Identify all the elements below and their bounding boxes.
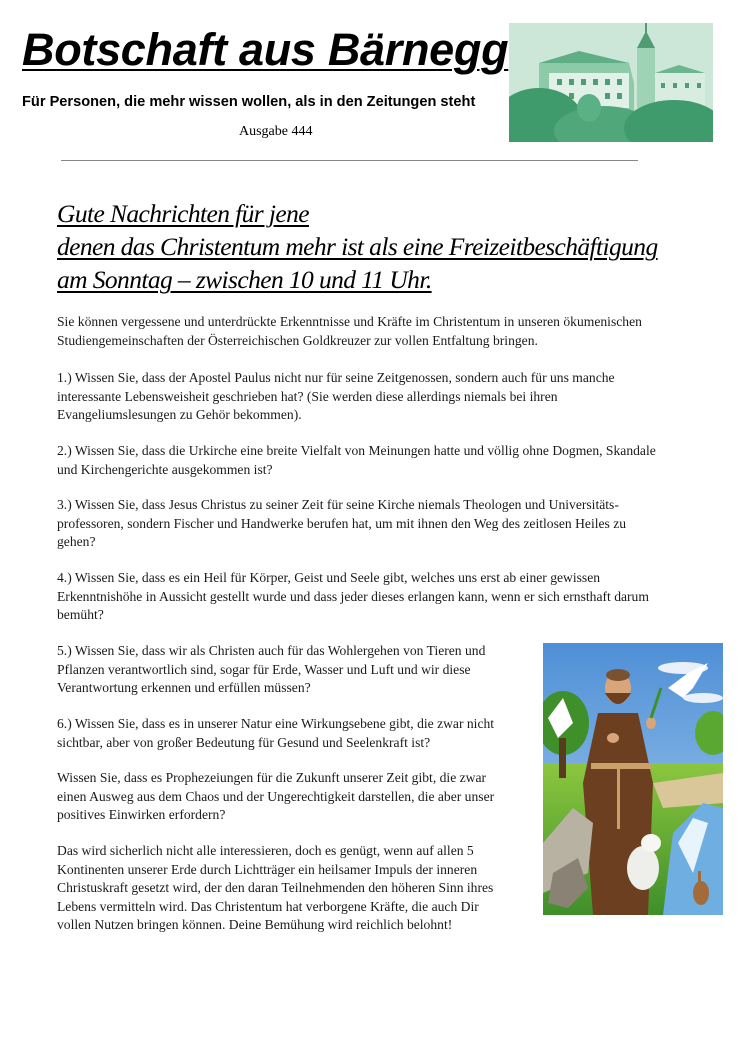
newsletter-title: Botschaft aus Bärnegg xyxy=(22,24,509,75)
saint-francis-image xyxy=(543,643,723,915)
text-line: professoren, sondern Fischer und Handwerke berufen hat, um mit ihnen den Weg des zeitlosen Heiles zu xyxy=(57,515,627,531)
issue-number: Ausgabe 444 xyxy=(239,124,313,139)
text-line: 3.) Wissen Sie, dass Jesus Christus zu seiner Zeit für seine Kirche niemals Theologen und Universitäts- xyxy=(57,497,619,512)
text-line: Kontinenten unserer Erde durch Lichtträger ein heilsamer Impuls der inneren xyxy=(57,861,478,877)
text-line: einen Ausweg aus dem Chaos und der Ungerechtigkeit darstellen, die aber unser xyxy=(57,788,495,804)
headline-line: Gute Nachrichten für jene xyxy=(57,199,309,228)
castle-image xyxy=(509,23,713,142)
text-line: vollen Nutzen bringen können. Deine Bemühung wird reichlich belohnt! xyxy=(57,917,453,932)
text-line: Wissen Sie, dass es Prophezeiungen für die Zukunft unserer Zeit gibt, die zwar xyxy=(57,770,487,785)
text-line: 6.) Wissen Sie, dass es in unserer Natur eine Wirkungsebene gibt, die zwar nicht xyxy=(57,716,495,731)
text-line: Das wird sicherlich nicht alle interessieren, doch es genügt, wenn auf allen 5 xyxy=(57,843,474,858)
text-line: gehen? xyxy=(57,534,96,549)
question-5 xyxy=(57,642,485,698)
text-line: Lebens vermitteln wird. Das Christentum hat verborgene Kräfte, die auch Dir xyxy=(57,898,479,914)
question-2 xyxy=(57,442,656,479)
saint-francis-illustration xyxy=(543,643,723,915)
text-line: 1.) Wissen Sie, dass der Apostel Paulus nicht nur für seine Zeitgenossen, sondern auch für uns manche xyxy=(57,370,615,385)
text-line: bemüht? xyxy=(57,607,104,622)
intro-paragraph xyxy=(57,313,642,350)
question-prophecy xyxy=(57,769,494,825)
text-line: Evangeliumslesungen zu Gehör bekommen). xyxy=(57,407,302,422)
question-4 xyxy=(57,569,649,625)
text-line: Sie können vergessene und unterdrückte Erkenntnisse und Kräfte im Christentum in unseren ökumenischen xyxy=(57,314,642,329)
question-1 xyxy=(57,369,615,425)
text-line: Christuskraft gesetzt wird, der den daran Teilnehmenden den höheren Sinn ihres xyxy=(57,880,494,895)
headline xyxy=(57,197,658,296)
castle-illustration xyxy=(509,23,713,142)
text-line: Pflanzen verantwortlich sind, sogar für Erde, Wasser und Luft und wir diese xyxy=(57,661,471,677)
text-line: sichtbar, aber von großer Bedeutung für Gesund und Seelenkraft ist? xyxy=(57,734,431,750)
header-divider xyxy=(61,160,638,161)
text-line: 2.) Wissen Sie, dass die Urkirche eine breite Vielfalt von Meinungen hatte und völlig ohne Dogmen, Skandale xyxy=(57,443,656,458)
text-line: positives Einwirken erfordern? xyxy=(57,807,226,822)
headline-line: am Sonntag – zwischen 10 und 11 Uhr. xyxy=(57,265,432,294)
question-3 xyxy=(57,496,626,552)
text-line: und Kirchengerichte ausgekommen ist? xyxy=(57,461,273,477)
question-6 xyxy=(57,715,494,752)
headline-line: denen das Christentum mehr ist als eine Freizeitbeschäftigung xyxy=(57,232,658,261)
newsletter-subtitle: Für Personen, die mehr wissen wollen, als in den Zeitungen steht xyxy=(22,94,476,110)
text-line: Studiengemeinschaften der Österreichischen Goldkreuzer zur vollen Entfaltung bringen. xyxy=(57,332,538,348)
text-line: Erkenntnishöhe in Aussicht gestellt wurde und dass jeder dieses erlangen kann, wenn er sich ernsthaft darum xyxy=(57,588,649,604)
text-line: 5.) Wissen Sie, dass wir als Christen auch für das Wohlergehen von Tieren und xyxy=(57,643,486,658)
text-line: interessante Lebensweisheit geschrieben hat? (Sie werden diese allerdings niemals bei ihren xyxy=(57,388,558,404)
closing-paragraph xyxy=(57,842,493,935)
text-line: 4.) Wissen Sie, dass es ein Heil für Körper, Geist und Seele gibt, welches uns erst ab einer gewissen xyxy=(57,570,601,585)
text-line: Verantwortung erkennen und erfüllen müssen? xyxy=(57,680,311,695)
